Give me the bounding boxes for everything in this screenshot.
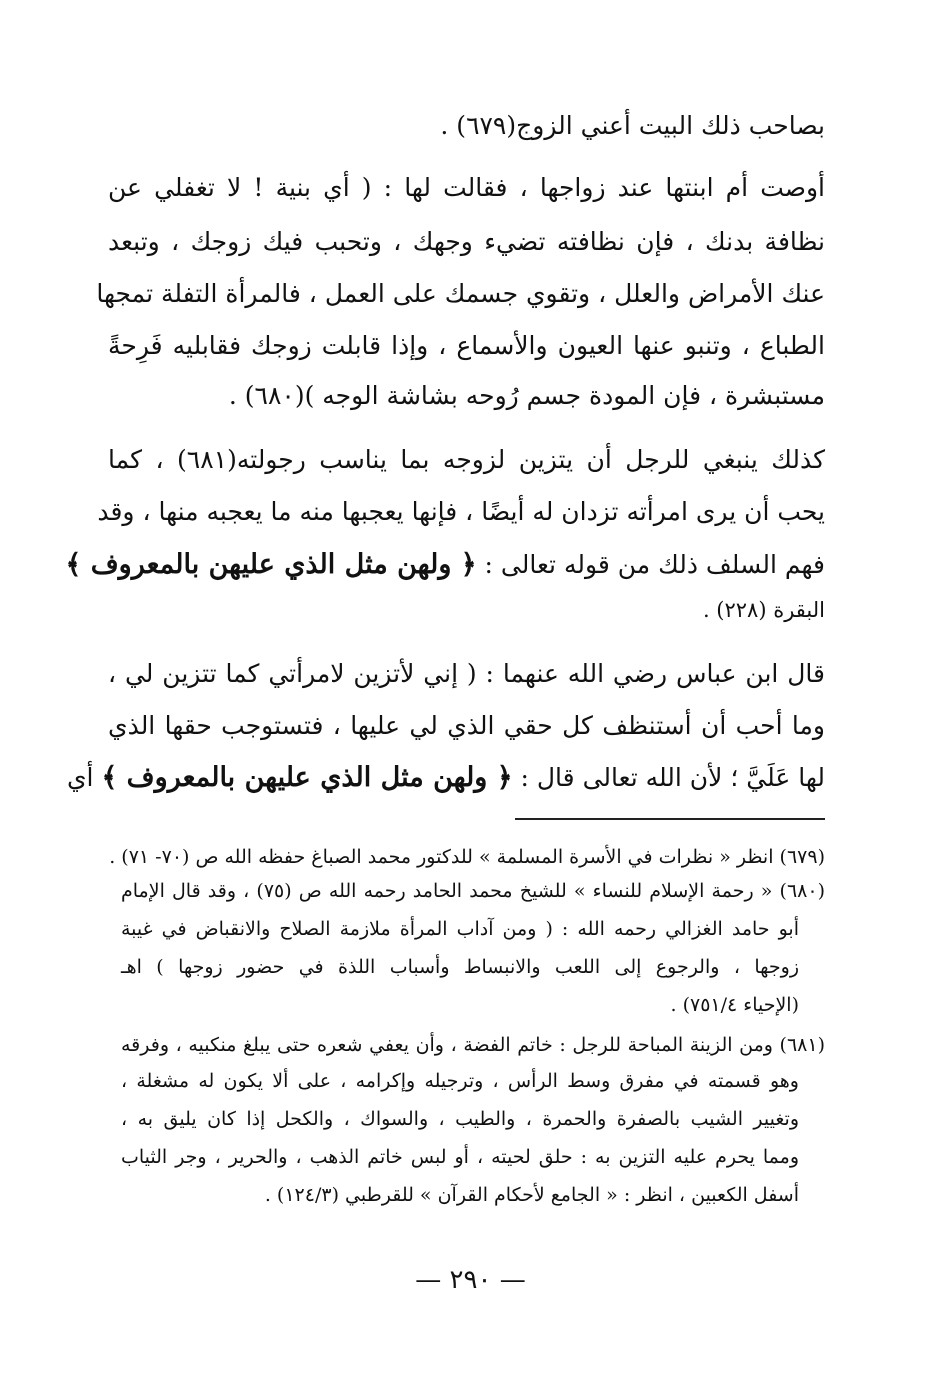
body-line-13-tail: أي: [66, 763, 102, 792]
footnote-681-line-3: وتغيير الشيب بالصفرة والحمرة ، والطيب ، والسواك ، والكحل إذا كان يليق به ،: [121, 1108, 799, 1130]
footnote-681-line-4: ومما يحرم عليه التزين به : حلق لحيته ، أو لبس خاتم الذهب ، والحرير ، وجر الثياب: [121, 1146, 799, 1168]
body-line-6: مستبشرة ، فإن المودة جسم رُوحه بشاشة الوجه )(٦٨٠) .: [228, 381, 825, 410]
body-line-10: البقرة (٢٢٨) .: [702, 598, 825, 622]
body-line-13: [66, 758, 825, 798]
body-line-12: وما أحب أن أستنظف كل حقي الذي لي عليها ، فتستوجب حقها الذي: [108, 711, 825, 740]
footnote-679: (٦٧٩) انظر « نظرات في الأسرة المسلمة » للدكتور محمد الصباغ حفظه الله ص (٧٠- ٧١) .: [109, 846, 825, 868]
quran-verse: ﴿ ولهن مثل الذي عليهن بالمعروف ﴾: [65, 549, 477, 580]
body-line-13-text: لها عَلَيَّ ؛ لأن الله تعالى قال :: [512, 763, 825, 792]
footnote-681-line-2: وهو قسمته في مفرق وسط الرأس ، وترجيله وإكرامه ، على ألا يكون له مشغلة ،: [121, 1070, 799, 1092]
body-line-8: يحب أن يرى امرأته تزدان له أيضًا ، فإنها يعجبها منه ما يعجبه منها ، وقد: [97, 497, 825, 526]
body-line-2: أوصت أم ابنتها عند زواجها ، فقالت لها : ( أي بنية ! لا تغفلي عن: [108, 173, 825, 202]
footnote-separator: [515, 818, 825, 820]
body-line-9: [65, 545, 825, 585]
body-line-4: عنك الأمراض والعلل ، وتقوي جسمك على العمل ، فالمرأة التفلة تمجها: [96, 279, 825, 308]
body-line-7: كذلك ينبغي للرجل أن يتزين لزوجه بما يناسب رجولته(٦٨١) ، كما: [108, 445, 825, 474]
footnote-680-line-1: (٦٨٠) « رحمة الإسلام للنساء » للشيخ محمد الحامد رحمه الله ص (٧٥) ، وقد قال الإمام: [121, 880, 825, 902]
footnote-681-line-5: أسفل الكعبين ، انظر : « الجامع لأحكام القرآن » للقرطبي (١٢٤/٣) .: [264, 1184, 799, 1206]
body-line-9-text: فهم السلف ذلك من قوله تعالى :: [476, 550, 825, 579]
body-line-1: بصاحب ذلك البيت أعني الزوج(٦٧٩) .: [440, 111, 825, 140]
footnote-680-line-2: أبو حامد الغزالي رحمه الله : ( ومن آداب المرأة ملازمة الصلاح والانقباض في غيبة: [121, 918, 799, 940]
body-line-11: قال ابن عباس رضي الله عنهما : ( إني لأتزين لامرأتي كما تتزين لي ،: [108, 659, 825, 688]
body-line-5: الطباع ، وتنبو عنها العيون والأسماع ، وإذا قابلت زوجك فقابليه فَرِحةً: [108, 331, 825, 360]
footnote-681-line-1: (٦٨١) ومن الزينة المباحة للرجل : خاتم الفضة ، وأن يعفي شعره حتى يبلغ منكبيه ، وفرقه: [121, 1034, 825, 1056]
body-line-3: نظافة بدنك ، فإن نظافته تضيء وجهك ، وتحبب فيك زوجك ، وتبعد: [108, 227, 825, 256]
page-number: — ٢٩٠ —: [415, 1265, 526, 1295]
footnote-680-line-4: (الإحياء ٧٥١/٤) .: [670, 994, 799, 1016]
footnote-680-line-3: زوجها ، والرجوع إلى اللعب والانبساط وأسباب اللذة في حضور زوجها ) اهـ: [121, 956, 799, 978]
quran-verse: ﴿ ولهن مثل الذي عليهن بالمعروف ﴾: [101, 762, 513, 793]
